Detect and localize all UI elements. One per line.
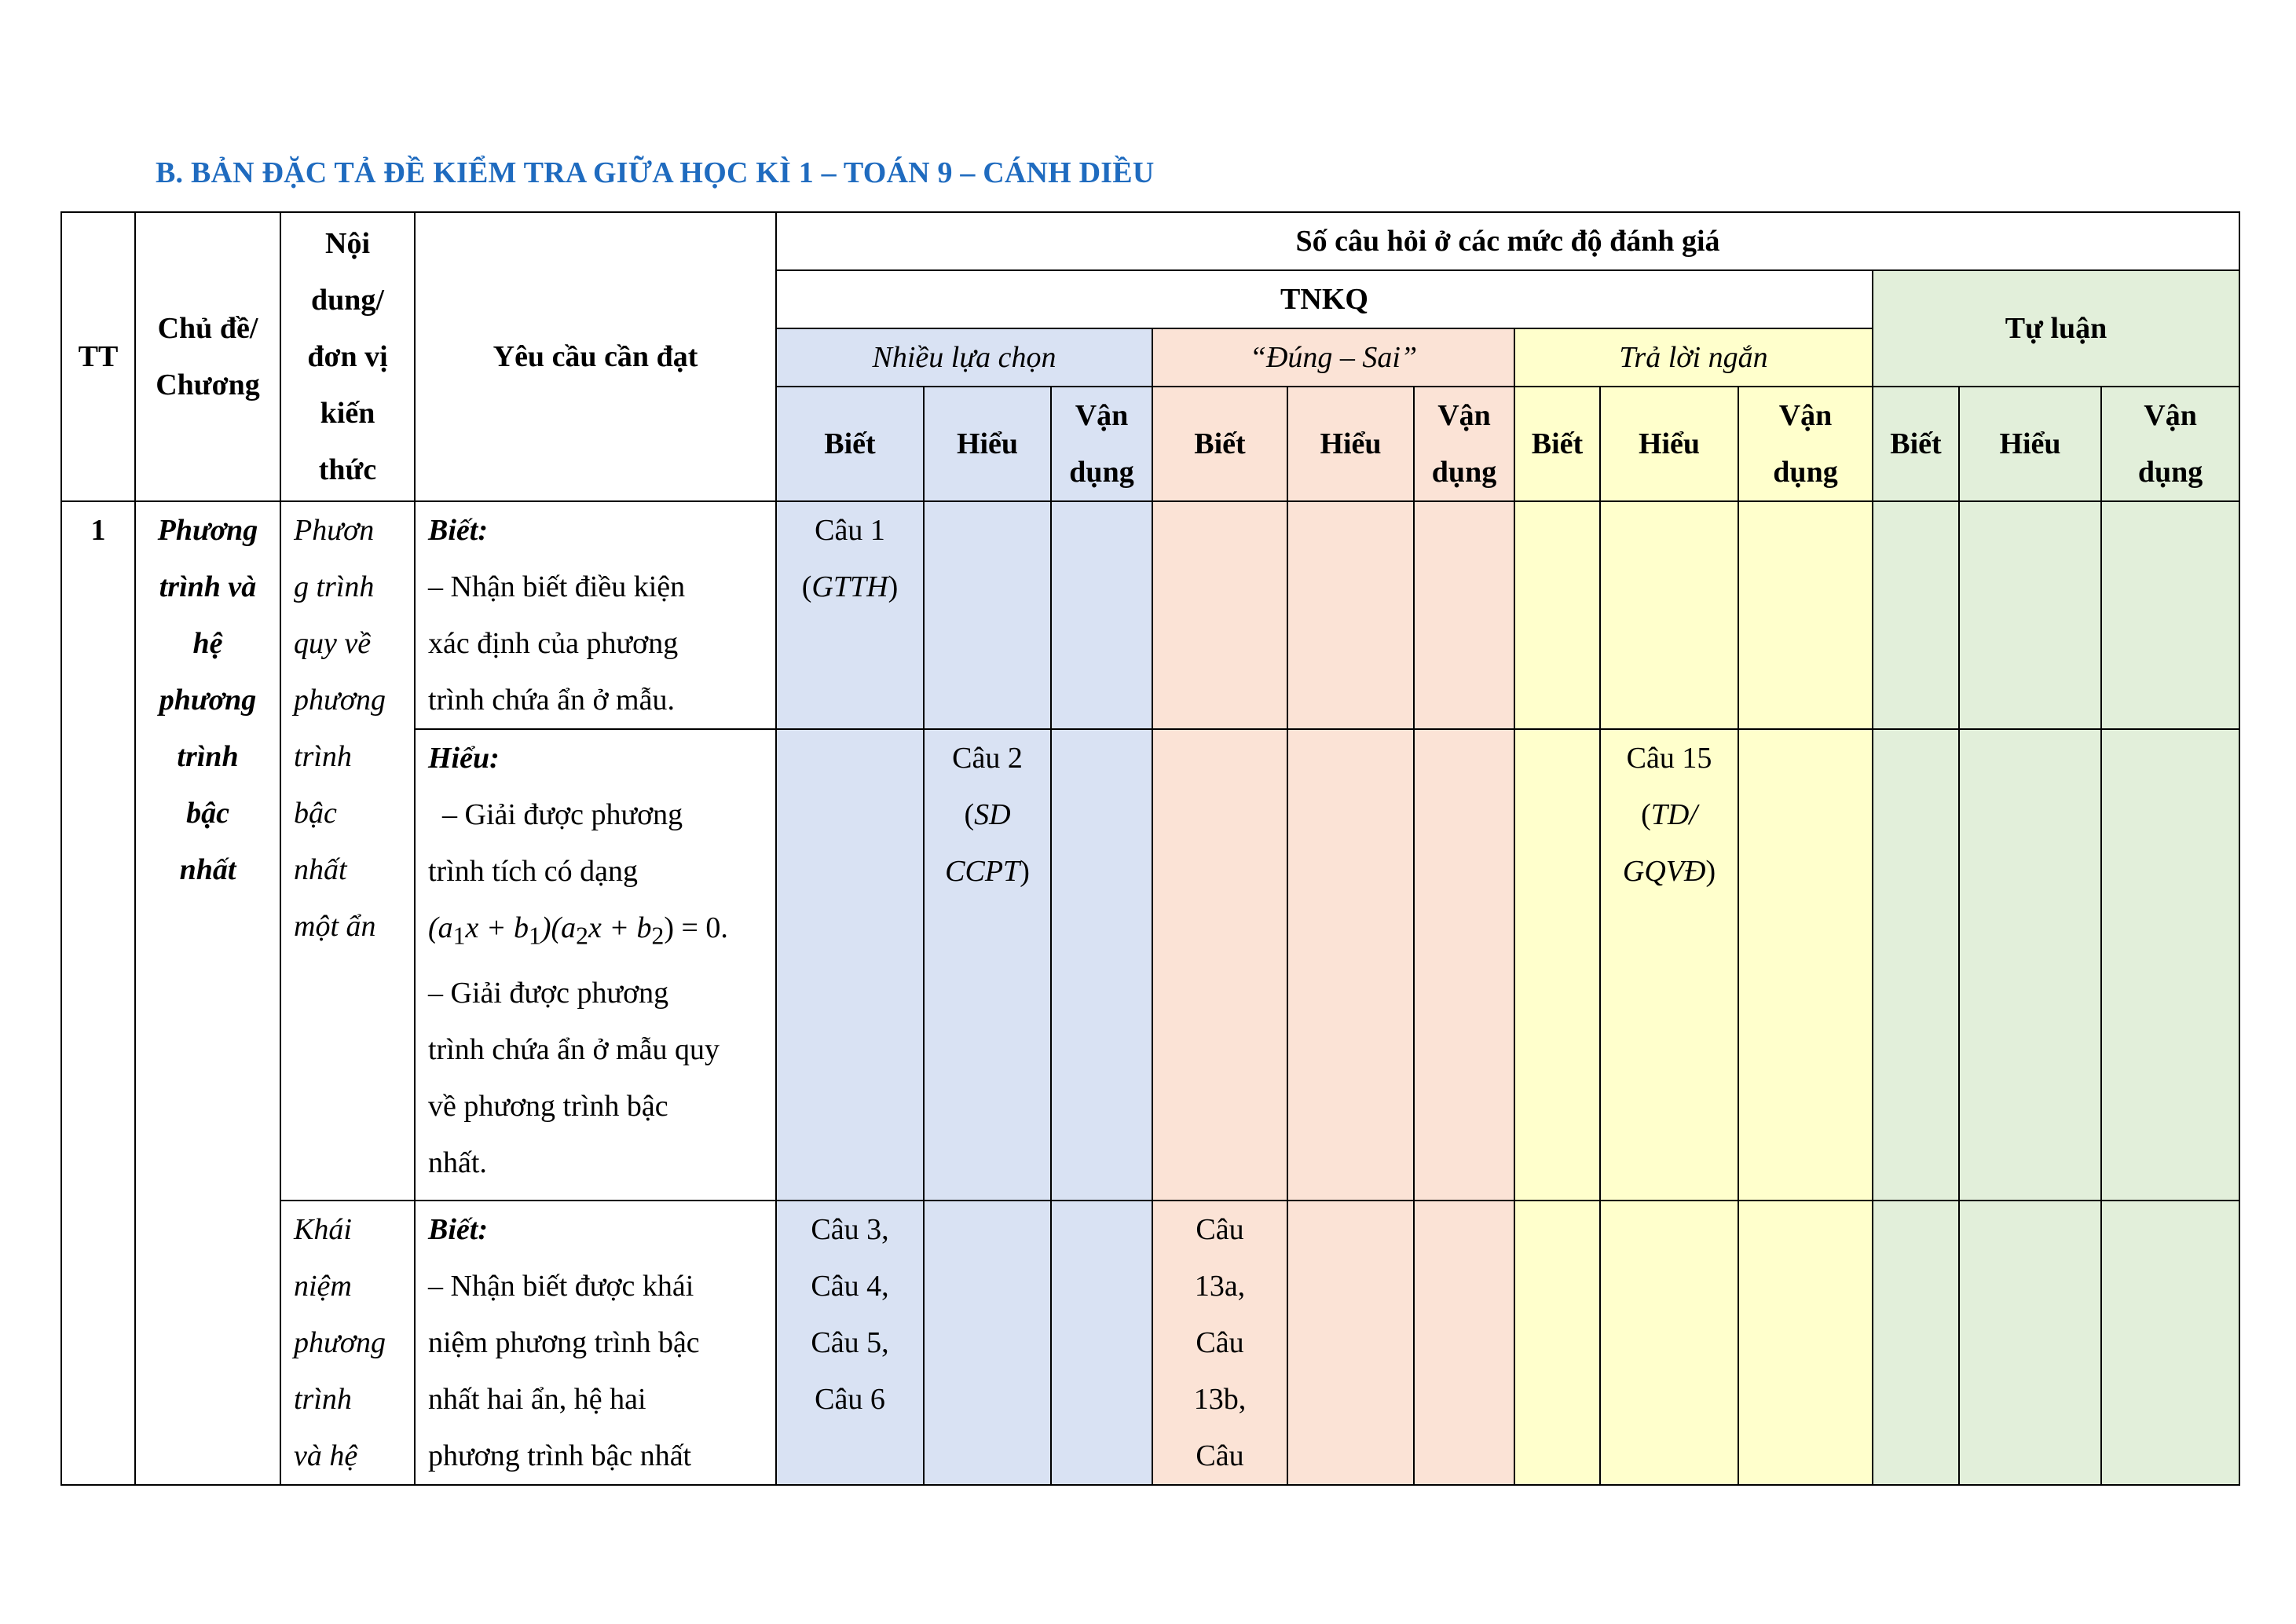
- header-yeu-cau: Yêu cầu cần đạt: [415, 212, 776, 501]
- row-chu-de: Phương trình và hệ phương trình bậc nhất: [135, 501, 280, 1485]
- specification-table: [60, 211, 2240, 1486]
- header-tl-van-dung: Vận dụng: [2101, 387, 2239, 501]
- cell-empty: [924, 501, 1051, 729]
- cell-empty: [1514, 1201, 1600, 1485]
- header-nhieu-lua-chon: Nhiều lựa chọn: [776, 328, 1152, 387]
- header-ds-van-dung: Vận dụng: [1414, 387, 1514, 501]
- header-dung-sai: “Đúng – Sai”: [1152, 328, 1514, 387]
- yeu-cau-biet-1: Biết: – Nhận biết điều kiện xác định của phương trình chứa ẩn ở mẫu.: [415, 501, 776, 729]
- cell-empty: [1414, 1201, 1514, 1485]
- cell-empty: [1152, 729, 1287, 1201]
- yeu-cau-hieu-1: Hiểu: – Giải được phương trình tích có dạng $(a_1x + b_1)(a_2x + b_2) = 0$. – Giải được phương trình chứa ẩn ở mẫu quy về phương trình bậc nhất.: [415, 729, 776, 1201]
- cell-empty: [1600, 501, 1738, 729]
- cell-empty: [1959, 729, 2101, 1201]
- cell-empty: [1287, 1201, 1414, 1485]
- cell-empty: [1287, 501, 1414, 729]
- header-ds-biet: Biết: [1152, 387, 1287, 501]
- header-noi-dung: Nội dung/ đơn vị kiến thức: [280, 212, 415, 501]
- cell-cau-15: Câu 15 (TD/ GQVĐ): [1600, 729, 1738, 1201]
- row-tt: 1: [61, 501, 135, 1485]
- cell-empty: [1287, 729, 1414, 1201]
- cell-empty: [2101, 1201, 2239, 1485]
- cell-empty: [1514, 729, 1600, 1201]
- cell-empty: [1051, 729, 1152, 1201]
- header-tln-hieu: Hiểu: [1600, 387, 1738, 501]
- cell-empty: [1414, 729, 1514, 1201]
- cell-cau-13: Câu 13a, Câu 13b, Câu: [1152, 1201, 1287, 1485]
- cell-empty: [1873, 501, 1959, 729]
- header-tnkq: TNKQ: [776, 270, 1873, 328]
- header-nlc-hieu: Hiểu: [924, 387, 1051, 501]
- header-nlc-biet: Biết: [776, 387, 924, 501]
- cell-empty: [1873, 1201, 1959, 1485]
- cell-empty: [1600, 1201, 1738, 1485]
- cell-empty: [1051, 1201, 1152, 1485]
- cell-empty: [1738, 729, 1873, 1201]
- cell-empty: [2101, 729, 2239, 1201]
- formula-tich: $(a_1x + b_1)(a_2x + b_2) = 0$.: [428, 911, 728, 950]
- header-tl-biet: Biết: [1873, 387, 1959, 501]
- cell-empty: [924, 1201, 1051, 1485]
- header-so-cau-hoi: Số câu hỏi ở các mức độ đánh giá: [776, 212, 2239, 270]
- cell-empty: [1051, 501, 1152, 729]
- header-tln-van-dung: Vận dụng: [1738, 387, 1873, 501]
- cell-cau-1: Câu 1 (GTTH): [776, 501, 924, 729]
- header-chu-de: Chủ đề/ Chương: [135, 212, 280, 501]
- header-ds-hieu: Hiểu: [1287, 387, 1414, 501]
- cell-empty: [1152, 501, 1287, 729]
- cell-empty: [2101, 501, 2239, 729]
- cell-cau-3-6: Câu 3, Câu 4, Câu 5, Câu 6: [776, 1201, 924, 1485]
- header-tln-biet: Biết: [1514, 387, 1600, 501]
- row-noi-dung-pt-quy-ve: Phươn g trình quy về phương trình bậc nhất một ẩn: [280, 501, 415, 1201]
- page-title: B. BẢN ĐẶC TẢ ĐỀ KIỂM TRA GIỮA HỌC KÌ 1 – TOÁN 9 – CÁNH DIỀU: [156, 156, 1155, 189]
- yeu-cau-biet-2: Biết: – Nhận biết được khái niệm phương trình bậc nhất hai ẩn, hệ hai phương trình bậc nhất: [415, 1201, 776, 1485]
- cell-empty: [776, 729, 924, 1201]
- cell-empty: [1514, 501, 1600, 729]
- cell-cau-2: Câu 2 (SD CCPT): [924, 729, 1051, 1201]
- header-tu-luan: Tự luận: [1873, 270, 2239, 387]
- cell-empty: [1873, 729, 1959, 1201]
- cell-empty: [1738, 501, 1873, 729]
- cell-empty: [1738, 1201, 1873, 1485]
- header-nlc-van-dung: Vận dụng: [1051, 387, 1152, 501]
- row-noi-dung-khai-niem: Khái niệm phương trình và hệ: [280, 1201, 415, 1485]
- header-tra-loi-ngan: Trả lời ngắn: [1514, 328, 1873, 387]
- cell-empty: [1959, 1201, 2101, 1485]
- cell-empty: [1959, 501, 2101, 729]
- cell-empty: [1414, 501, 1514, 729]
- header-tl-hieu: Hiểu: [1959, 387, 2101, 501]
- header-tt: TT: [61, 212, 135, 501]
